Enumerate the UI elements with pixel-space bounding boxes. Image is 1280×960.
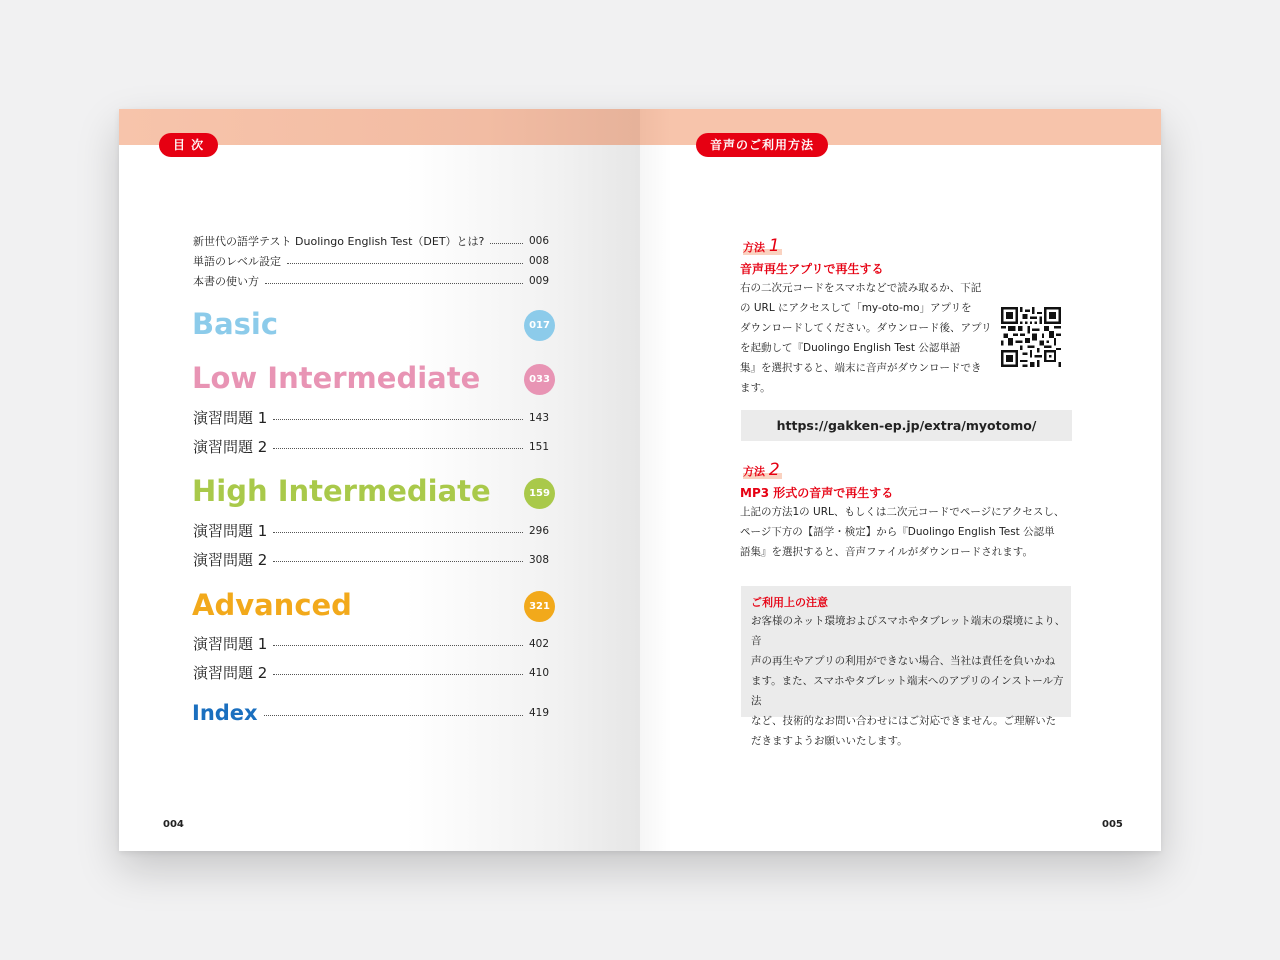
exercise-entry[interactable] (193, 633, 549, 654)
toc-entry-page: 009 (528, 275, 549, 287)
section-title-basic[interactable]: Basic (192, 307, 279, 341)
body-line: 上記の方法1の URL、もしくは二次元コードでページにアクセスし、 (740, 506, 1065, 518)
note-title: ご利用上の注意 (751, 596, 828, 609)
exercise-entry[interactable] (193, 436, 549, 457)
exercise-page: 151 (528, 440, 549, 453)
exercise-page: 296 (528, 524, 549, 537)
leader-dots (264, 715, 523, 716)
toc-entry[interactable] (193, 253, 549, 269)
method-2-title: MP3 形式の音声で再生する (740, 486, 894, 500)
method-2-tag (743, 460, 780, 480)
usage-note-box (741, 586, 1071, 747)
section-title-advanced[interactable]: Advanced (192, 588, 352, 622)
exercise-label: 演習問題 1 (193, 522, 268, 540)
exercise-label: 演習問題 2 (193, 551, 268, 569)
qr-code-icon[interactable] (1001, 307, 1061, 367)
body-line: ダウンロードしてください。ダウンロード後、アプリ (740, 322, 992, 334)
leader-dots (287, 263, 523, 264)
method-tag-label: 方法 (743, 241, 765, 254)
method-1-title: 音声再生アプリで再生する (740, 262, 884, 276)
index-title: Index (192, 701, 258, 725)
toc-entry[interactable] (193, 233, 549, 249)
toc-entry-page: 008 (528, 255, 549, 267)
leader-dots (273, 674, 523, 675)
leader-dots (273, 448, 523, 449)
section-page-badge: 321 (524, 591, 555, 622)
leader-dots (273, 561, 523, 562)
exercise-label: 演習問題 2 (193, 664, 268, 682)
note-line: 声の再生やアプリの利用ができない場合、当社は責任を負いかね (751, 655, 1056, 667)
index-entry[interactable] (192, 701, 549, 725)
toc-entry[interactable] (193, 273, 549, 289)
exercise-page: 402 (528, 637, 549, 650)
method-tag-label: 方法 (743, 465, 765, 478)
body-line: の URL にアクセスして「my-oto-mo」アプリを (740, 302, 972, 314)
method-number: 1 (768, 236, 780, 256)
note-body (751, 611, 1067, 751)
toc-entry-label: 単語のレベル設定 (193, 255, 281, 268)
exercise-entry[interactable] (193, 520, 549, 541)
exercise-page: 308 (528, 553, 549, 566)
section-page-badge: 033 (524, 364, 555, 395)
body-line: を起動して『Duolingo English Test 公認単語 (740, 342, 961, 354)
note-line: など、技術的なお問い合わせにはご対応できません。ご理解いた (751, 715, 1057, 727)
note-line: お客様のネット環境およびスマホやタブレット端末の環境により、音 (751, 615, 1066, 647)
book-spread (119, 109, 1161, 851)
method-1-tag (743, 236, 780, 256)
right-page (640, 109, 1161, 851)
body-line: ページ下方の【語学・検定】から『Duolingo English Test 公認単 (740, 526, 1055, 538)
page-number: 004 (163, 819, 184, 830)
toc-entry-page: 006 (528, 235, 549, 247)
audio-usage-tab: 音声のご利用方法 (696, 133, 828, 157)
body-line: 集』を選択すると、端末に音声がダウンロードでき (740, 362, 982, 374)
index-page: 419 (528, 707, 549, 719)
contents-tab: 目 次 (159, 133, 218, 157)
section-page-badge: 017 (524, 310, 555, 341)
exercise-entry[interactable] (193, 549, 549, 570)
exercise-page: 410 (528, 666, 549, 679)
method-2-body (740, 502, 1080, 562)
body-line: 右の二次元コードをスマホなどで読み取るか、下記 (740, 282, 982, 294)
section-title-low-intermediate[interactable]: Low Intermediate (192, 361, 481, 395)
method-1-body (740, 278, 1000, 398)
leader-dots (265, 283, 523, 284)
left-page (119, 109, 640, 851)
body-line: 語集』を選択すると、音声ファイルがダウンロードされます。 (740, 546, 1033, 558)
leader-dots (273, 419, 523, 420)
note-line: だきますようお願いいたします。 (751, 735, 908, 747)
exercise-entry[interactable] (193, 662, 549, 683)
download-url[interactable]: https://gakken-ep.jp/extra/myotomo/ (741, 410, 1072, 441)
section-title-high-intermediate[interactable]: High Intermediate (192, 474, 491, 508)
body-line: ます。 (740, 382, 771, 394)
note-line: ます。また、スマホやタブレット端末へのアプリのインストール方法 (751, 675, 1064, 707)
method-number: 2 (768, 460, 780, 480)
leader-dots (490, 243, 523, 244)
toc-entry-label: 本書の使い方 (193, 275, 259, 288)
exercise-entry[interactable] (193, 407, 549, 428)
page-number: 005 (1102, 819, 1123, 830)
exercise-label: 演習問題 1 (193, 635, 268, 653)
exercise-label: 演習問題 1 (193, 409, 268, 427)
section-page-badge: 159 (524, 478, 555, 509)
leader-dots (273, 532, 523, 533)
exercise-page: 143 (528, 411, 549, 424)
toc-entry-label: 新世代の語学テスト Duolingo English Test（DET）とは? (193, 235, 485, 248)
exercise-label: 演習問題 2 (193, 438, 268, 456)
leader-dots (273, 645, 523, 646)
